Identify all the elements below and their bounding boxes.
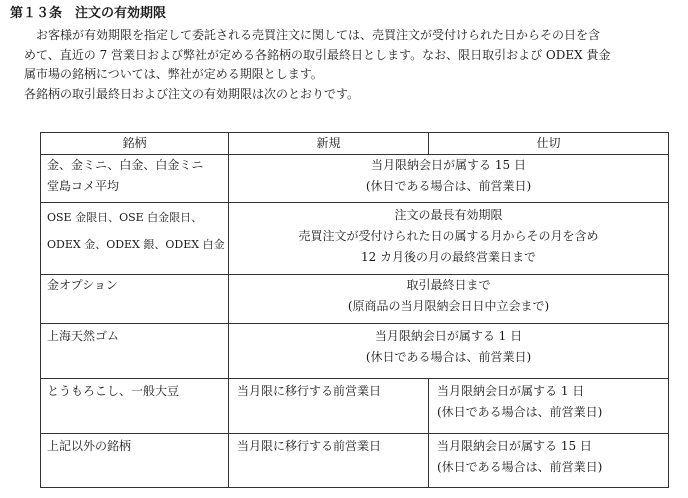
expiry-cell: 取引最終日まで (原商品の当月限納会日日中立会まで) [229, 275, 669, 324]
table-row [41, 324, 669, 379]
expiration-table [40, 132, 669, 488]
table-header-row [41, 133, 669, 155]
article-paragraph [24, 26, 676, 104]
close-order-cell: 当月限納会日が属する 1 日 (休日である場合は、前営業日) [429, 379, 669, 434]
table-row [41, 203, 669, 275]
paragraph-line: 各銘柄の取引最終日および注文の有効期限は次のとおりです。 [24, 86, 360, 101]
article-heading: 第１３条 注文の有効期限 [10, 6, 167, 21]
expiry-cell: 当月限納会日が属する 1 日 (休日である場合は、前営業日) [229, 324, 669, 379]
paragraph-line: めて、直近の 7 営業日および弊社が定める各銘柄の取引最終日とします。なお、限日取引および ODEX 貴金 [24, 47, 611, 62]
header-close: 仕切 [429, 133, 669, 155]
issue-cell: 上記以外の銘柄 [41, 434, 229, 488]
new-order-cell: 当月限に移行する前営業日 [229, 434, 429, 488]
issue-cell: 金、金ミニ、白金、白金ミニ 堂島コメ平均 [41, 155, 229, 203]
issue-cell: とうもろこし、一般大豆 [41, 379, 229, 434]
paragraph-line: お客様が有効期限を指定して委託される売買注文に関しては、売買注文が受付けられた日からその日を含 [36, 28, 601, 42]
table-row [41, 434, 669, 488]
issue-cell: 金オプション [41, 275, 229, 324]
paragraph-line: 属市場の銘柄については、弊社が定める期限とします。 [24, 67, 323, 81]
table-row [41, 379, 669, 434]
table-row [41, 155, 669, 203]
header-new: 新規 [229, 133, 429, 155]
issue-cell: 上海天然ゴム [41, 324, 229, 379]
expiry-cell: 当月限納会日が属する 15 日 (休日である場合は、前営業日) [229, 155, 669, 203]
expiry-cell: 注文の最長有効期限 売買注文が受付けられた日の属する月からその月を含め 12 カ月後の月の最終営業日まで [229, 203, 669, 275]
new-order-cell: 当月限に移行する前営業日 [229, 379, 429, 434]
table-row [41, 275, 669, 324]
close-order-cell: 当月限納会日が属する 15 日 (休日である場合は、前営業日) [429, 434, 669, 488]
issue-cell: OSE 金限日、OSE 白金限日、 ODEX 金、ODEX 銀、ODEX 白金 [41, 203, 229, 275]
header-issue: 銘柄 [41, 133, 229, 155]
